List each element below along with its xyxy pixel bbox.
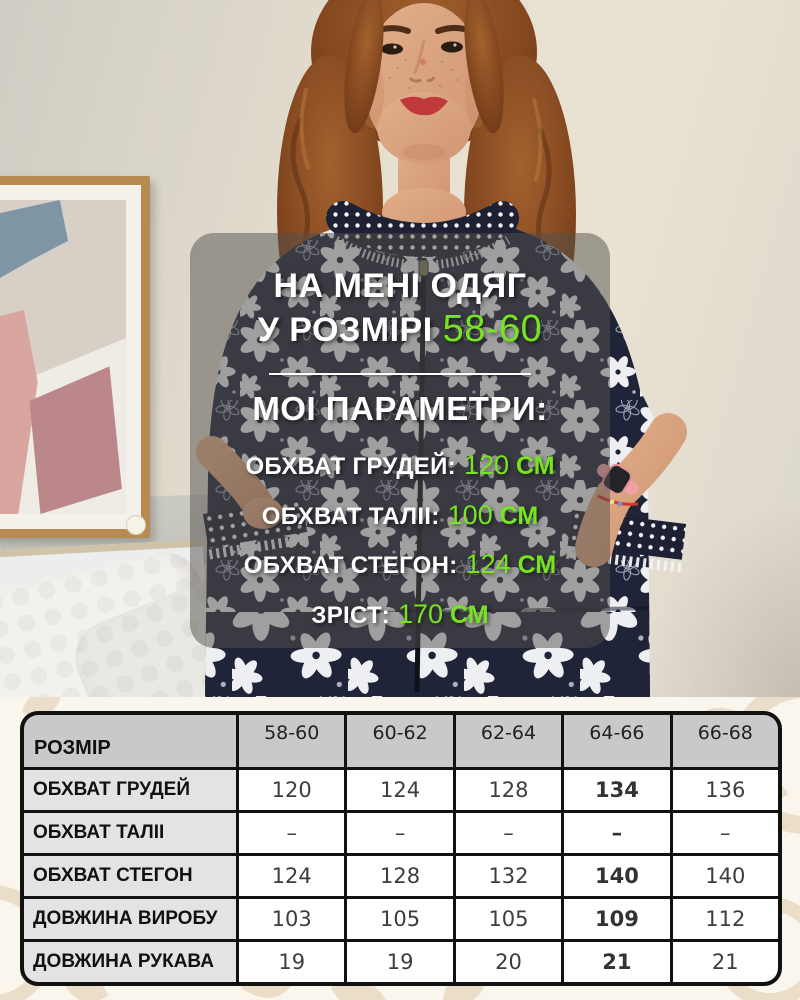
table-value: 124	[347, 770, 452, 810]
param-unit: СМ	[516, 451, 555, 480]
table-value: –	[673, 813, 778, 853]
table-value: 132	[456, 856, 561, 896]
size-info-overlay	[190, 233, 610, 648]
table-value: 140	[564, 856, 669, 896]
size-column-header: 66-68	[673, 715, 778, 767]
table-value: 128	[347, 856, 452, 896]
table-value: 134	[564, 770, 669, 810]
params-list	[190, 449, 610, 631]
size-column-header: 62-64	[456, 715, 561, 767]
overlay-size-prefix: У РОЗМІРІ	[257, 311, 433, 350]
table-value: –	[456, 813, 561, 853]
table-value: 21	[564, 942, 669, 982]
size-chart-section	[0, 697, 800, 1000]
param-line-height	[190, 598, 610, 631]
row-label-chest: ОБХВАТ ГРУДЕЙ	[24, 770, 236, 810]
size-table	[20, 711, 782, 986]
table-value: –	[239, 813, 344, 853]
param-value: 124	[465, 549, 511, 580]
table-value: 136	[673, 770, 778, 810]
param-unit: СМ	[517, 551, 557, 580]
table-value: 19	[239, 942, 344, 982]
table-value: 20	[456, 942, 561, 982]
size-column-header: 60-62	[347, 715, 452, 767]
table-value: 120	[239, 770, 344, 810]
params-heading: МОІ ПАРАМЕТРИ:	[252, 389, 548, 427]
table-value: 103	[239, 899, 344, 939]
param-line-waist	[190, 499, 610, 532]
row-label-hips: ОБХВАТ СТЕГОН	[24, 856, 236, 896]
table-value: 112	[673, 899, 778, 939]
param-value: 100	[447, 499, 493, 530]
size-column-header: 58-60	[239, 715, 344, 767]
param-label: ОБХВАТ ГРУДЕЙ:	[245, 452, 456, 480]
eye-right	[441, 42, 463, 53]
row-label-garment-length: ДОВЖИНА ВИРОБУ	[24, 899, 236, 939]
row-label-sleeve-length: ДОВЖИНА РУКАВА	[24, 942, 236, 982]
size-table-corner-header: РОЗМІР	[24, 715, 236, 767]
table-value: –	[347, 813, 452, 853]
param-label: ОБХВАТ ТАЛІІ:	[261, 502, 440, 530]
param-line-hips	[190, 548, 610, 581]
param-line-chest	[190, 449, 610, 482]
param-value: 120	[463, 449, 509, 480]
table-value: 105	[347, 899, 452, 939]
size-column-header: 64-66	[564, 715, 669, 767]
divider-line	[269, 373, 531, 375]
table-value: 105	[456, 899, 561, 939]
table-value: 124	[239, 856, 344, 896]
table-value: –	[564, 813, 669, 853]
param-label: ОБХВАТ СТЕГОН:	[243, 552, 458, 580]
table-value: 21	[673, 942, 778, 982]
param-label: ЗРІСТ:	[311, 602, 390, 630]
param-unit: СМ	[450, 601, 489, 630]
overlay-size-value: 58-60	[442, 308, 543, 351]
param-unit: СМ	[499, 501, 539, 530]
overlay-title-line1: НА МЕНІ ОДЯГ	[273, 267, 527, 305]
table-value: 109	[564, 899, 669, 939]
eye-left	[381, 44, 403, 55]
param-value: 170	[397, 599, 444, 630]
table-value: 140	[673, 856, 778, 896]
overlay-title-line2	[190, 306, 610, 352]
table-value: 19	[347, 942, 452, 982]
table-value: 128	[456, 770, 561, 810]
row-label-waist: ОБХВАТ ТАЛІІ	[24, 813, 236, 853]
